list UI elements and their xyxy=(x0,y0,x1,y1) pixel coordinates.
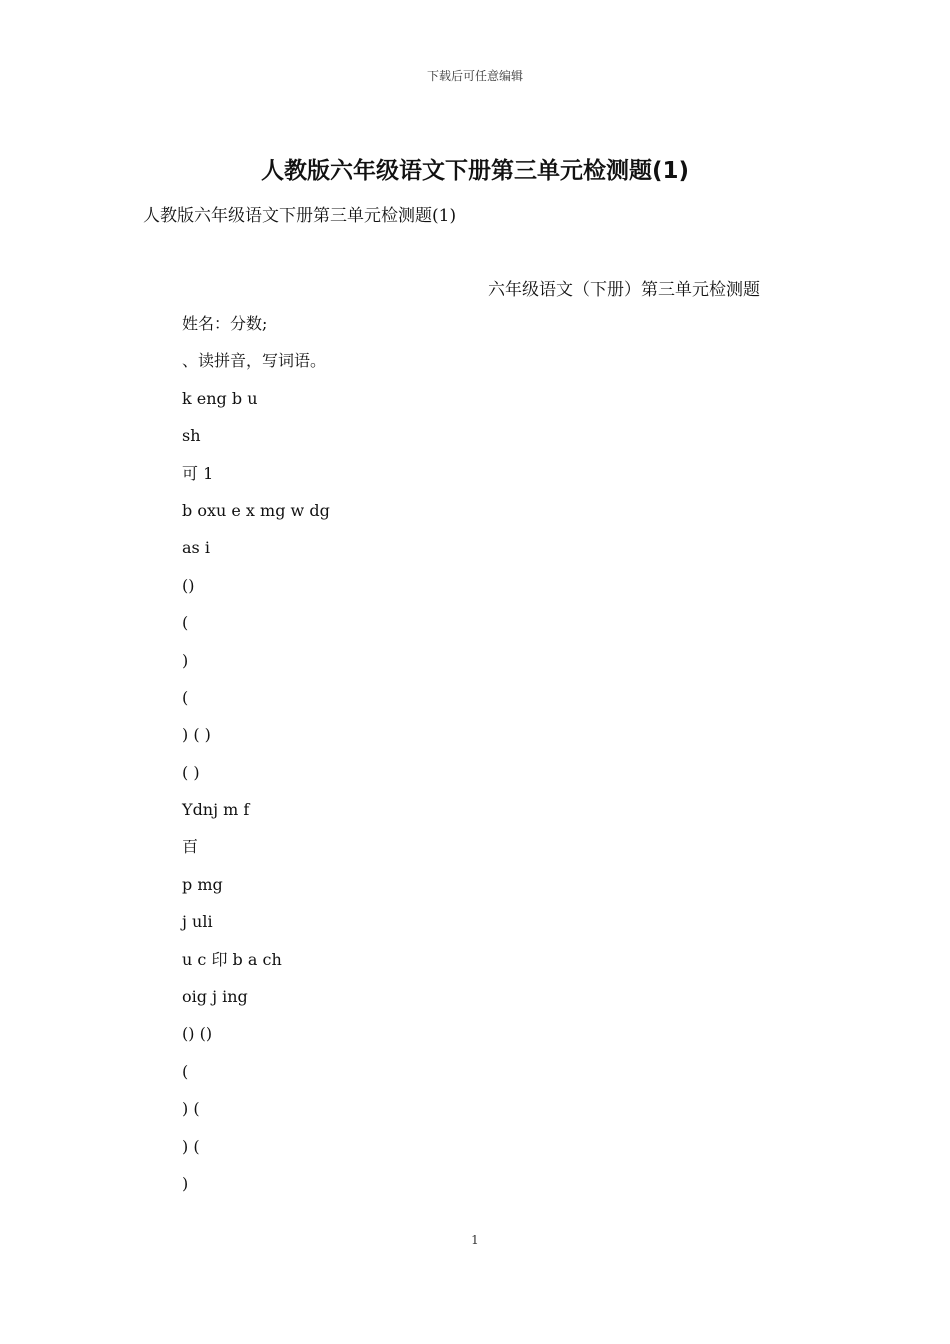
body-line: ) ( xyxy=(182,1136,200,1156)
body-line: u c 印 b a ch xyxy=(182,949,282,969)
body-line: ) ( ) xyxy=(182,725,211,745)
body-line: () () xyxy=(182,1024,213,1044)
body-line: p mg xyxy=(182,874,223,894)
body-line: 姓名：分数; xyxy=(182,314,268,333)
page-header: 下载后可任意编辑 xyxy=(426,69,523,83)
document-title: 人教版六年级语文下册第三单元检测题(1) xyxy=(260,158,690,184)
body-line: b oxu e x mg w dg xyxy=(182,500,330,520)
body-line: 可 1 xyxy=(182,463,214,483)
body-line: sh xyxy=(182,426,201,446)
document-subtitle: 人教版六年级语文下册第三单元检测题(1) xyxy=(143,206,457,226)
page-number: 1 xyxy=(471,1233,479,1247)
body-line: ( ) xyxy=(182,762,200,782)
body-line: ( xyxy=(182,687,189,707)
body-line: Ydnj m f xyxy=(182,800,250,820)
section-title: 六年级语文（下册）第三单元检测题 xyxy=(488,280,760,300)
body-line: 、读拼音，写词语。 xyxy=(182,351,327,371)
body-line: ) xyxy=(182,1173,189,1193)
body-line: oig j ing xyxy=(182,987,248,1007)
body-line: ) xyxy=(182,650,189,670)
body-line: ( xyxy=(182,1061,189,1081)
body-line: k eng b u xyxy=(182,388,258,408)
body-line: j uli xyxy=(182,912,213,932)
body-line: () xyxy=(182,575,195,595)
body-line: 百 xyxy=(182,837,199,857)
body-line: ( xyxy=(182,613,189,633)
document-body xyxy=(182,313,330,1210)
body-line: as i xyxy=(182,538,210,558)
body-line: ) ( xyxy=(182,1099,200,1119)
